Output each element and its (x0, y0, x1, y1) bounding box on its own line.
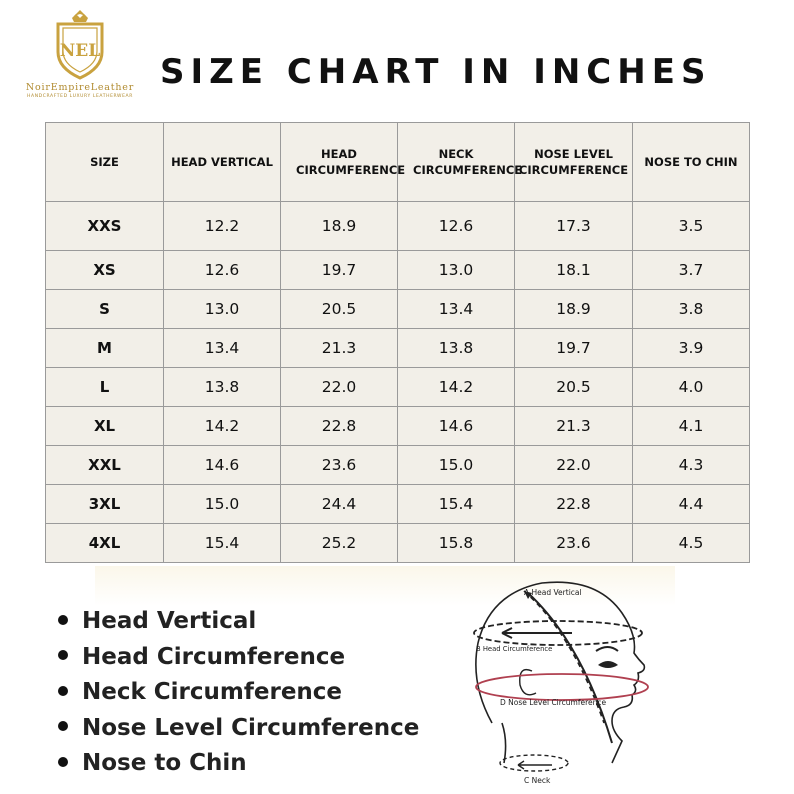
label-neck: C Neck (524, 776, 551, 785)
table-row (46, 446, 750, 485)
bullet-icon (58, 721, 68, 731)
head-circumference-arrow (502, 628, 572, 638)
column-header-label: NECK CIRCUMFERENCE (413, 147, 523, 177)
eyebrow-shape (596, 647, 618, 651)
eye-icon (598, 661, 618, 668)
size-table (45, 122, 750, 563)
table-cell: 18.1 (515, 251, 633, 290)
head-curve-line (528, 593, 612, 743)
neck-ring (500, 755, 568, 771)
table-cell: 4.5 (633, 524, 750, 563)
page-title: SIZE CHART IN INCHES (160, 52, 712, 92)
table-cell: 12.2 (164, 202, 281, 251)
column-header-neck-circumference (398, 123, 523, 202)
logo-brand-name: NoirEmpireLeather (25, 82, 135, 93)
table-cell: 13.4 (164, 329, 281, 368)
table-header-row (46, 123, 750, 202)
table-cell: 4.1 (633, 407, 750, 446)
table-cell: 18.9 (515, 290, 633, 329)
bullet-icon (58, 686, 68, 696)
table-row (46, 290, 750, 329)
table-cell-size: XXS (46, 202, 164, 251)
neck-back-outline (502, 723, 506, 763)
table-cell: 4.3 (633, 446, 750, 485)
table-cell: 13.0 (164, 290, 281, 329)
table-cell: 12.6 (398, 202, 515, 251)
table-cell: 15.4 (398, 485, 515, 524)
table-cell: 15.0 (164, 485, 281, 524)
table-cell: 22.8 (281, 407, 398, 446)
table-cell-size: 3XL (46, 485, 164, 524)
label-nose-level-circumference: D Nose Level Circumference (500, 698, 607, 707)
table-row (46, 524, 750, 563)
table-cell-size: 4XL (46, 524, 164, 563)
table-cell: 13.4 (398, 290, 515, 329)
table-cell: 24.4 (281, 485, 398, 524)
table-cell: 23.6 (515, 524, 633, 563)
table-cell: 15.0 (398, 446, 515, 485)
table-cell-size: M (46, 329, 164, 368)
table-cell-size: XS (46, 251, 164, 290)
table-cell-size: L (46, 368, 164, 407)
column-header-nose-to-chin: NOSE TO CHIN (633, 123, 750, 202)
head-measurement-diagram (462, 573, 678, 791)
table-cell: 12.6 (164, 251, 281, 290)
measurement-legend (58, 604, 419, 782)
table-cell: 23.6 (281, 446, 398, 485)
table-cell-size: XL (46, 407, 164, 446)
table-cell-size: S (46, 290, 164, 329)
table-row (46, 329, 750, 368)
table-cell: 20.5 (281, 290, 398, 329)
brand-logo (12, 8, 148, 112)
table-cell: 4.0 (633, 368, 750, 407)
column-header-size: SIZE (46, 123, 164, 202)
crest-icon (50, 8, 110, 80)
table-row (46, 251, 750, 290)
table-row (46, 368, 750, 407)
table-row (46, 485, 750, 524)
table-cell: 18.9 (281, 202, 398, 251)
table-cell: 14.2 (164, 407, 281, 446)
list-item (58, 746, 419, 782)
column-header-label: NOSE LEVEL CIRCUMFERENCE (518, 147, 629, 177)
column-header-nose-level-circumference (515, 123, 633, 202)
label-head-vertical: A Head Vertical (524, 588, 582, 597)
label-head-circumference: B Head Circumference (476, 645, 553, 653)
list-item (58, 675, 419, 711)
table-cell: 20.5 (515, 368, 633, 407)
table-cell: 21.3 (281, 329, 398, 368)
table-cell: 25.2 (281, 524, 398, 563)
bullet-icon (58, 650, 68, 660)
table-cell: 3.5 (633, 202, 750, 251)
legend-label: Head Vertical (82, 608, 257, 634)
list-item (58, 604, 419, 640)
table-cell: 3.9 (633, 329, 750, 368)
column-header-head-circumference (281, 123, 406, 202)
table-cell: 19.7 (281, 251, 398, 290)
table-cell-size: XXL (46, 446, 164, 485)
table-row (46, 202, 750, 251)
bullet-icon (58, 757, 68, 767)
table-cell: 19.7 (515, 329, 633, 368)
table-cell: 3.7 (633, 251, 750, 290)
legend-label: Nose Level Circumference (82, 714, 420, 741)
nose-level-ring (476, 674, 648, 700)
neck-arrow (518, 761, 552, 769)
table-cell: 13.8 (164, 368, 281, 407)
table-cell: 14.6 (398, 407, 515, 446)
table-row (46, 407, 750, 446)
legend-label: Nose to Chin (82, 750, 247, 776)
table-cell: 13.0 (398, 251, 515, 290)
list-item (58, 640, 419, 676)
table-cell: 22.8 (515, 485, 633, 524)
table-cell: 14.2 (398, 368, 515, 407)
table-cell: 4.4 (633, 485, 750, 524)
table-cell: 17.3 (515, 202, 633, 251)
head-outline (476, 582, 645, 763)
legend-label: Head Circumference (82, 643, 346, 670)
table-cell: 22.0 (281, 368, 398, 407)
logo-tagline: HANDCRAFTED LUXURY LEATHERWEAR (27, 94, 133, 99)
table-cell: 15.8 (398, 524, 515, 563)
column-header-head-vertical: HEAD VERTICAL (164, 123, 281, 202)
table-cell: 13.8 (398, 329, 515, 368)
ear-outline (520, 670, 536, 695)
list-item (58, 711, 419, 747)
table-cell: 3.8 (633, 290, 750, 329)
table-cell: 15.4 (164, 524, 281, 563)
legend-label: Neck Circumference (82, 679, 343, 705)
table-cell: 21.3 (515, 407, 633, 446)
table-cell: 14.6 (164, 446, 281, 485)
column-header-label: HEAD CIRCUMFERENCE (296, 147, 406, 177)
logo-monogram: NEL (59, 41, 101, 61)
bullet-icon (58, 615, 68, 625)
table-cell: 22.0 (515, 446, 633, 485)
